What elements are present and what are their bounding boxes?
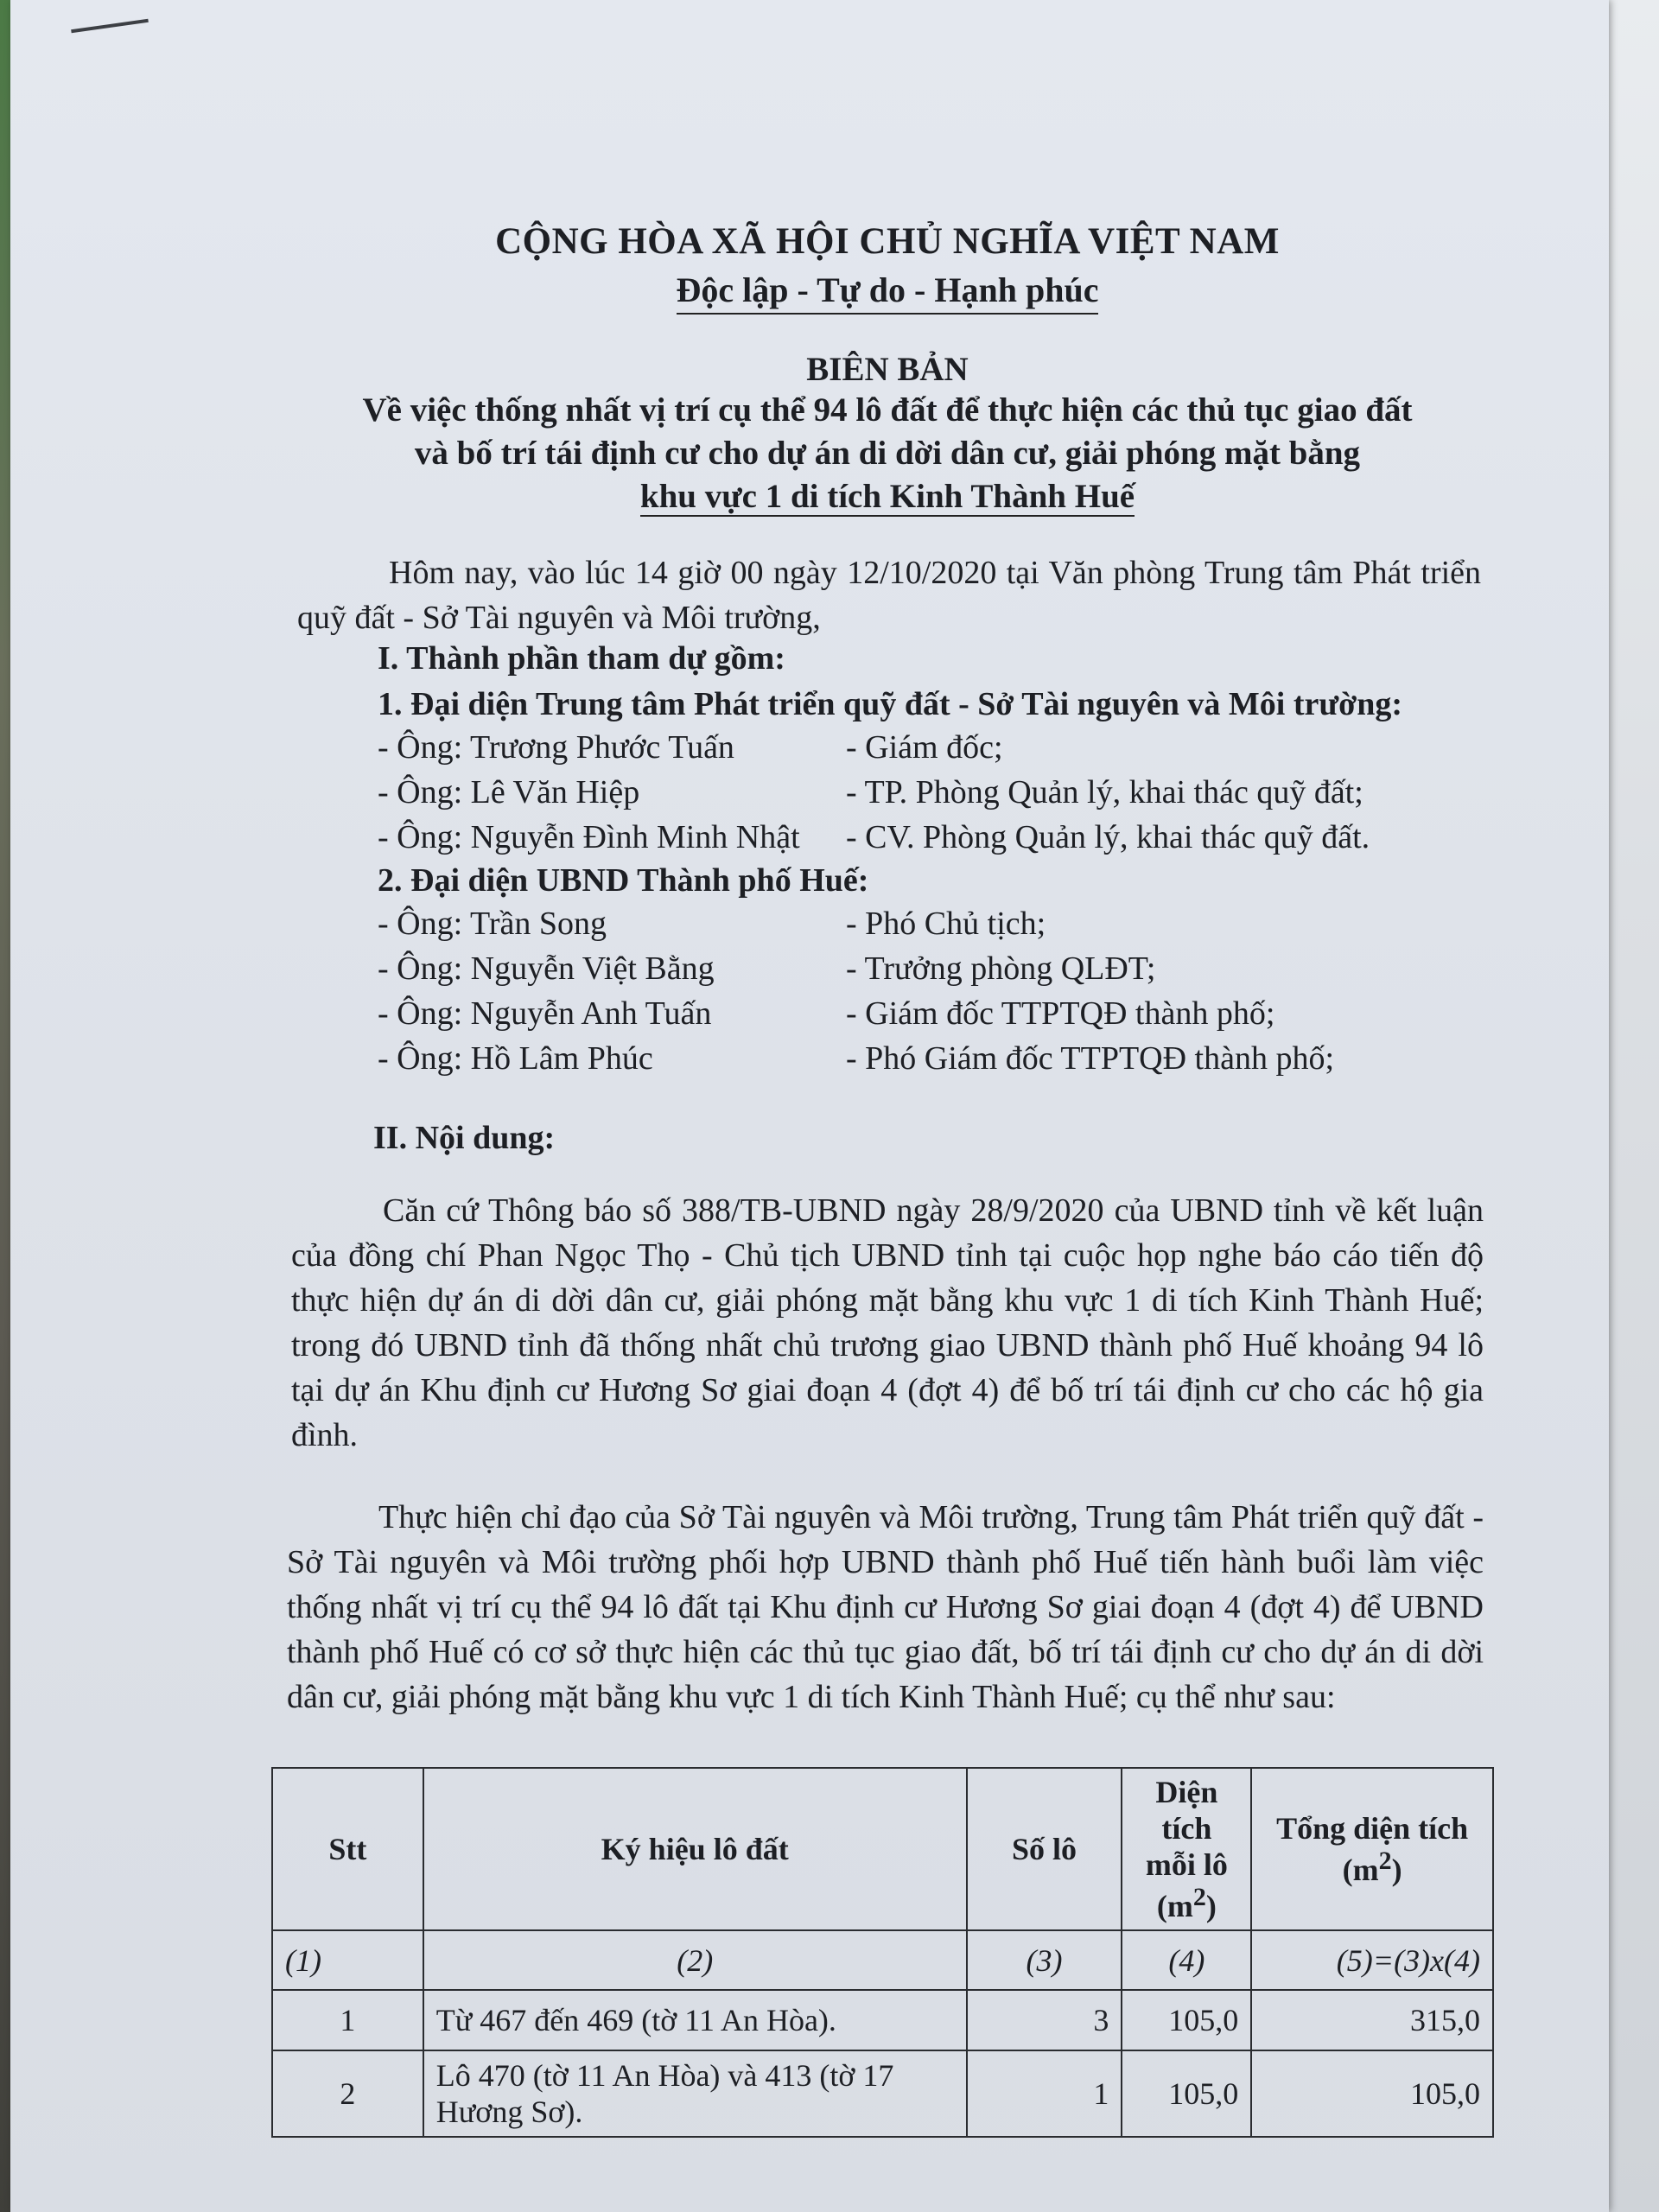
- cell-stt: 2: [272, 2050, 423, 2137]
- header-so-lo: Số lô: [967, 1768, 1122, 1930]
- index-cell: (4): [1122, 1930, 1251, 1990]
- group-2-heading: 2. Đại diện UBND Thành phố Huế:: [378, 862, 869, 899]
- member-row: [378, 773, 1363, 811]
- unit-close: ): [1391, 1853, 1402, 1887]
- member-role: - Trưởng phòng QLĐT;: [846, 950, 1156, 987]
- member-name: - Ông: Nguyễn Đình Minh Nhật: [378, 819, 800, 855]
- header-tong: [1251, 1768, 1493, 1930]
- content-paragraph-2: Thực hiện chỉ đạo của Sở Tài nguyên và Môi trường, Trung tâm Phát triển quỹ đất - Sở Tài nguyên và Môi trường phối hợp UBND thành phố Huế tiến hành buổi làm việc thống nhất vị trí cụ thể 94 lô đất tại Khu định cư Hương Sơ giai đoạn 4 (đợt 4) để UBND thành phố Huế có cơ sở thực hiện các thủ tục giao đất, bố trí tái định cư cho dự án di dời dân cư, giải phóng mặt bằng khu vực 1 di tích Kinh Thành Huế; cụ thể như sau:: [287, 1499, 1484, 1715]
- member-role: - CV. Phòng Quản lý, khai thác quỹ đất.: [846, 819, 1370, 855]
- subject-line-3: khu vực 1 di tích Kinh Thành Huế: [639, 478, 1135, 515]
- cell-ky-hieu: Lô 470 (tờ 11 An Hòa) và 413 (tờ 17 Hương Sơ).: [423, 2050, 967, 2137]
- index-cell: (2): [423, 1930, 967, 1990]
- member-role: - Phó Giám đốc TTPTQĐ thành phố;: [846, 1040, 1335, 1077]
- table-row: [272, 2050, 1493, 2137]
- member-row: [378, 905, 1046, 943]
- index-cell: (5)=(3)x(4): [1251, 1930, 1493, 1990]
- content-paragraph-1: Căn cứ Thông báo số 388/TB-UBND ngày 28/9/2020 của UBND tỉnh về kết luận của đồng chí Phan Ngọc Thọ - Chủ tịch UBND tỉnh tại cuộc họp nghe báo cáo tiến độ thực hiện dự án di dời dân cư, giải phóng mặt bằng khu vực 1 di tích Kinh Thành Huế; trong đó UBND tỉnh đã thống nhất chủ trương giao UBND thành phố Huế khoảng 94 lô tại dự án Khu định cư Hương Sơ giai đoạn 4 (đợt 4) để bố trí tái định cư cho các hộ gia đình.: [291, 1192, 1484, 1453]
- index-cell: (3): [967, 1930, 1122, 1990]
- section-2-heading: II. Nội dung:: [373, 1120, 556, 1156]
- member-role: - TP. Phòng Quản lý, khai thác quỹ đất;: [846, 774, 1363, 810]
- member-row: [378, 818, 1370, 856]
- member-row: [378, 1039, 1335, 1077]
- member-row: [378, 728, 1003, 766]
- index-cell: (1): [272, 1930, 423, 1990]
- member-row: [378, 950, 1156, 988]
- header-dien-tich: [1122, 1768, 1251, 1930]
- member-role: - Giám đốc TTPTQĐ thành phố;: [846, 995, 1275, 1032]
- cell-dien-tich: 105,0: [1122, 2050, 1251, 2137]
- motto-text: Độc lập - Tự do - Hạnh phúc: [677, 270, 1099, 315]
- member-row: [378, 995, 1275, 1033]
- section-1-heading: I. Thành phần tham dự gồm:: [378, 640, 785, 677]
- table-row: [272, 1990, 1493, 2050]
- group-1-heading: 1. Đại diện Trung tâm Phát triển quỹ đất - Sở Tài nguyên và Môi trường:: [378, 686, 1402, 722]
- header-tong-unit: (m: [1342, 1853, 1379, 1887]
- header-dien-tich-label: Diện tích mỗi lô: [1145, 1775, 1228, 1882]
- member-name: - Ông: Nguyễn Anh Tuấn: [378, 995, 712, 1032]
- member-name: - Ông: Lê Văn Hiệp: [378, 774, 640, 810]
- cell-tong: 315,0: [1251, 1990, 1493, 2050]
- header-tong-label: Tổng diện tích: [1276, 1811, 1469, 1846]
- lots-table: [271, 1767, 1494, 2138]
- cell-so-lo: 3: [967, 1990, 1122, 2050]
- motto-heading: [10, 270, 1659, 310]
- cell-ky-hieu: Từ 467 đến 469 (tờ 11 An Hòa).: [423, 1990, 967, 2050]
- member-name: - Ông: Hồ Lâm Phúc: [378, 1040, 653, 1077]
- cell-dien-tich: 105,0: [1122, 1990, 1251, 2050]
- member-name: - Ông: Trương Phước Tuấn: [378, 729, 734, 766]
- unit-superscript: 2: [1378, 1847, 1392, 1875]
- cell-stt: 1: [272, 1990, 423, 2050]
- subject-line-1: Về việc thống nhất vị trí cụ thể 94 lô đất để thực hiện các thủ tục giao đất: [362, 391, 1413, 429]
- intro-paragraph: Hôm nay, vào lúc 14 giờ 00 ngày 12/10/2020 tại Văn phòng Trung tâm Phát triển quỹ đất - Sở Tài nguyên và Môi trường,: [297, 555, 1481, 636]
- member-name: - Ông: Trần Song: [378, 906, 607, 942]
- document-title: BIÊN BẢN: [806, 351, 969, 388]
- cell-tong: 105,0: [1251, 2050, 1493, 2137]
- pen-mark: [71, 19, 149, 33]
- subject-line-2: và bố trí tái định cư cho dự án di dời dân cư, giải phóng mặt bằng: [414, 435, 1361, 472]
- table-header-row: [272, 1768, 1493, 1930]
- member-name: - Ông: Nguyễn Việt Bằng: [378, 950, 715, 987]
- document-subject: [296, 389, 1479, 518]
- unit-close: ): [1205, 1889, 1217, 1923]
- unit-superscript: 2: [1192, 1883, 1206, 1911]
- cell-so-lo: 1: [967, 2050, 1122, 2137]
- table-index-row: [272, 1930, 1493, 1990]
- header-ky-hieu: Ký hiệu lô đất: [423, 1768, 967, 1930]
- header-dien-tich-unit: (m: [1156, 1889, 1193, 1923]
- member-role: - Giám đốc;: [846, 729, 1003, 766]
- document-page: [10, 0, 1609, 2212]
- country-heading: CỘNG HÒA XÃ HỘI CHỦ NGHĨA VIỆT NAM: [495, 221, 1280, 262]
- member-role: - Phó Chủ tịch;: [846, 906, 1046, 942]
- header-stt: Stt: [272, 1768, 423, 1930]
